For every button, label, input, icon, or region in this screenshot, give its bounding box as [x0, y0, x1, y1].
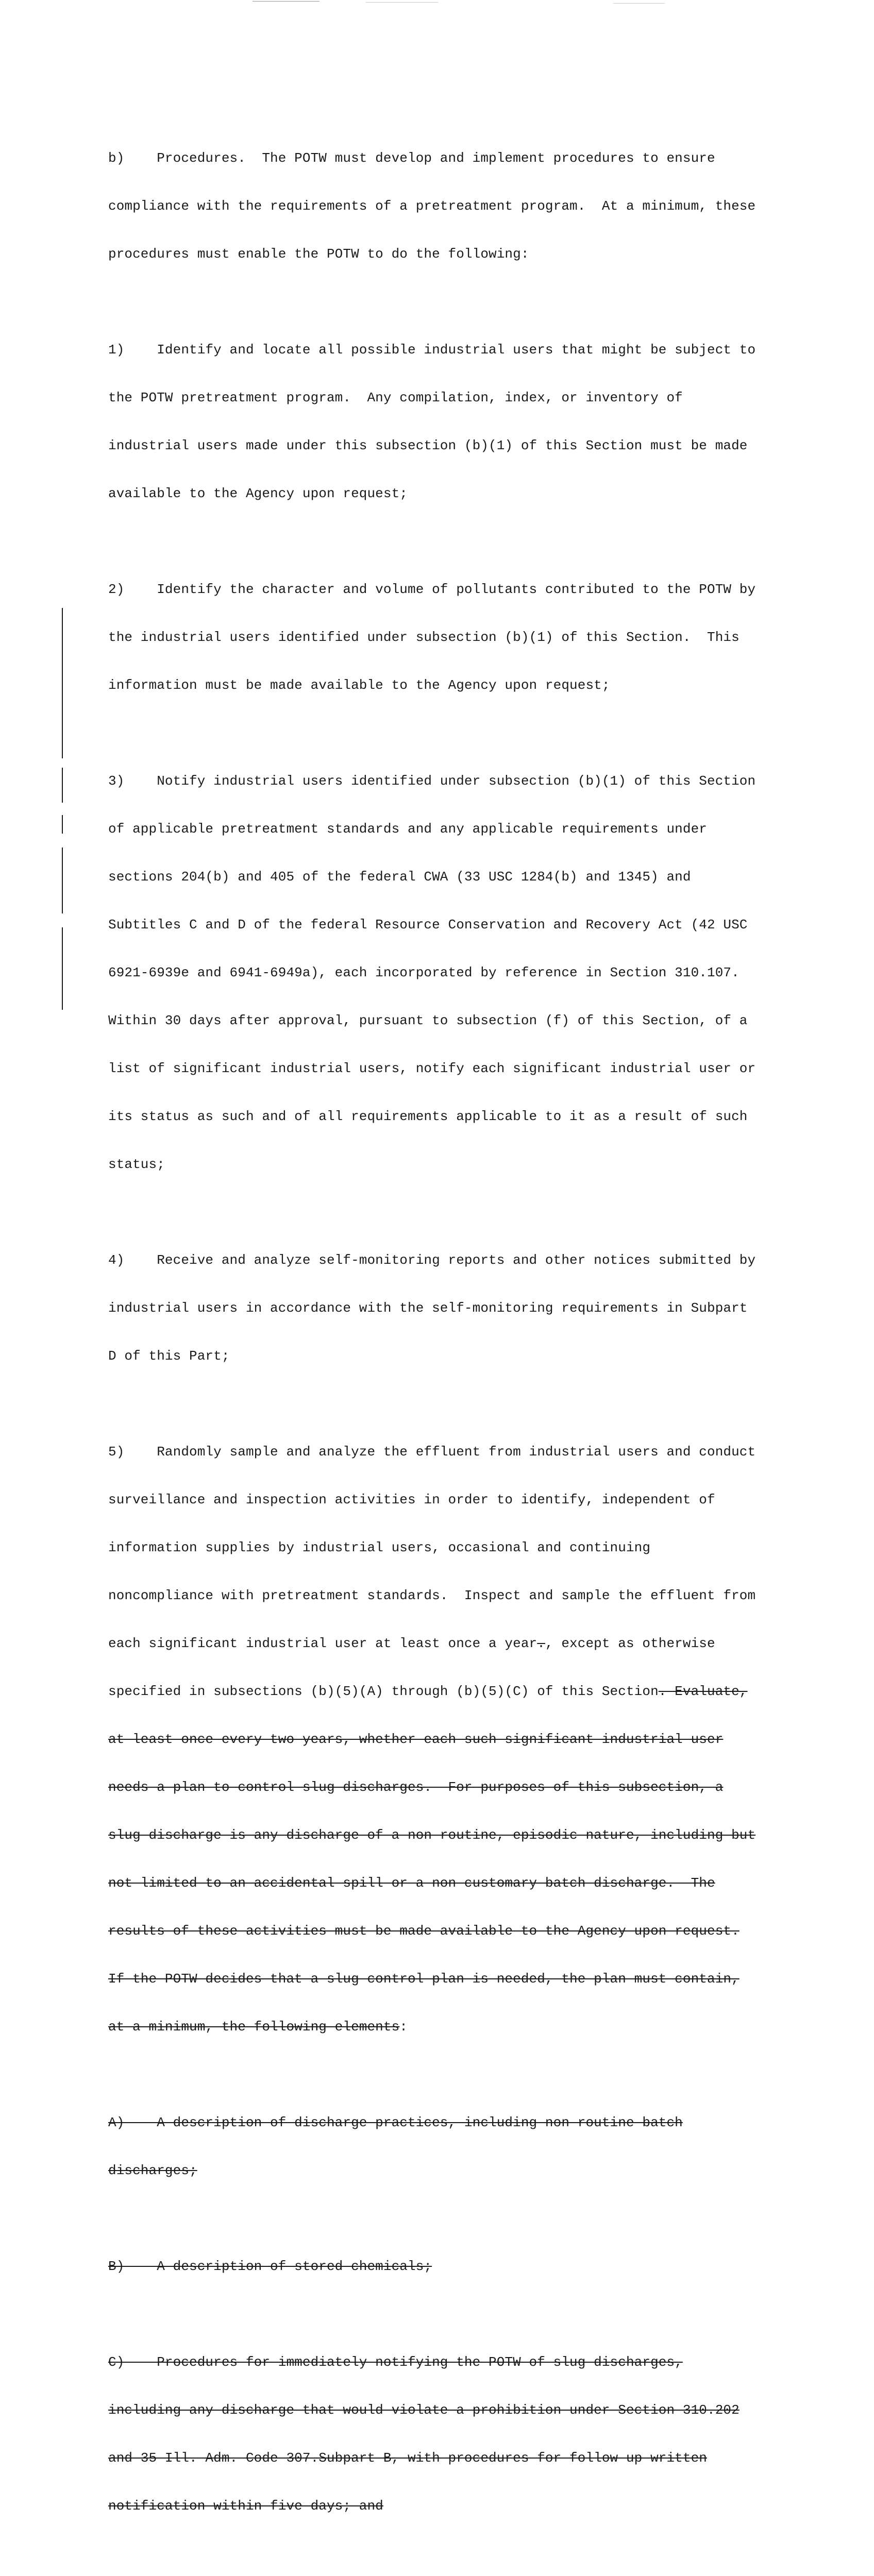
text-line: its status as such and of all requirements applicable to it as a result of such — [108, 1109, 748, 1124]
text-line: list of significant industrial users, notify each significant industrial user or — [108, 1061, 756, 1076]
scan-artifact — [366, 2, 438, 3]
text-line: the POTW pretreatment program. Any compilation, index, or inventory of — [108, 390, 683, 405]
paragraph-item-4 — [108, 1221, 794, 1396]
text-line: 4) Receive and analyze self-monitoring reports and other notices submitted by — [108, 1252, 756, 1268]
paragraph-item-1 — [108, 310, 794, 534]
paragraph-item-c-deleted — [108, 2323, 794, 2546]
text-line: compliance with the requirements of a pretreatment program. At a minimum, these — [108, 198, 756, 214]
text-line: 3) Notify industrial users identified under subsection (b)(1) of this Section — [108, 773, 756, 789]
deleted-text: . Evaluate, — [658, 1684, 748, 1699]
paragraph-item-3 — [108, 741, 794, 1205]
text-line: surveillance and inspection activities in order to identify, independent of — [108, 1492, 715, 1507]
text-line: information must be made available to the Agency upon request; — [108, 677, 610, 693]
text-line: procedures must enable the POTW to do the following: — [108, 246, 529, 262]
change-bar — [62, 608, 63, 758]
deleted-line: slug discharge is any discharge of a non routine, episodic nature, including but — [108, 1827, 756, 1843]
paragraph-b-procedures — [108, 118, 794, 294]
change-bar — [62, 927, 63, 1010]
deleted-line: discharges; — [108, 2163, 197, 2178]
change-bar — [62, 815, 63, 834]
deleted-line: including any discharge that would violate a prohibition under Section 310.202 — [108, 2402, 739, 2418]
text-segment: : — [399, 2019, 408, 2035]
text-line: status; — [108, 1157, 165, 1172]
text-line: 2) Identify the character and volume of pollutants contributed to the POTW by — [108, 582, 756, 597]
text-line: industrial users made under this subsection (b)(1) of this Section must be made — [108, 438, 748, 453]
text-line: information supplies by industrial users, occasional and continuing — [108, 1540, 651, 1555]
deleted-line: notification within five days; and — [108, 2498, 383, 2514]
scan-artifact — [613, 3, 665, 4]
paragraph-item-a-deleted — [108, 2083, 794, 2211]
text-line: 5) Randomly sample and analyze the effluent from industrial users and conduct — [108, 1444, 756, 1460]
change-bar — [62, 848, 63, 913]
text-line: D of this Part; — [108, 1348, 230, 1364]
deleted-line: If the POTW decides that a slug control plan is needed, the plan must contain, — [108, 1971, 739, 1987]
text-line-amended — [108, 1636, 794, 1652]
text-line: of applicable pretreatment standards and any applicable requirements under — [108, 821, 707, 837]
text-line: the industrial users identified under subsection (b)(1) of this Section. This — [108, 630, 739, 645]
text-line: industrial users in accordance with the self-monitoring requirements in Subpart — [108, 1300, 748, 1316]
text-segment: , except as otherwise — [545, 1636, 715, 1651]
change-bar — [62, 768, 63, 803]
document-page — [108, 118, 794, 2576]
text-line: available to the Agency upon request; — [108, 486, 408, 501]
deleted-text: . — [537, 1636, 545, 1651]
deleted-line: C) Procedures for immediately notifying the POTW of slug discharges, — [108, 2354, 683, 2370]
deleted-line: A) A description of discharge practices, including non routine batch — [108, 2115, 683, 2130]
deleted-line: not limited to an accidental spill or a non-customary batch discharge. The — [108, 1875, 715, 1891]
text-segment: each significant industrial user at least once a year — [108, 1636, 537, 1651]
scan-artifact — [253, 1, 320, 2]
paragraph-item-5 — [108, 1412, 794, 2067]
text-segment: specified in subsections (b)(5)(A) through (b)(5)(C) of this Section — [108, 1684, 659, 1699]
text-line: 1) Identify and locate all possible industrial users that might be subject to — [108, 342, 756, 358]
deleted-text: at a minimum, the following elements — [108, 2019, 400, 2035]
text-line: sections 204(b) and 405 of the federal CWA (33 USC 1284(b) and 1345) and — [108, 869, 691, 885]
deleted-line: at least once every two years, whether each such significant industrial user — [108, 1732, 724, 1747]
text-line: 6921-6939e and 6941-6949a), each incorporated by reference in Section 310.107. — [108, 965, 739, 980]
text-line: noncompliance with pretreatment standards. Inspect and sample the effluent from — [108, 1588, 756, 1603]
paragraph-item-b-deleted — [108, 2227, 794, 2307]
text-line: Subtitles C and D of the federal Resource Conservation and Recovery Act (42 USC — [108, 917, 748, 933]
deleted-line: B) A description of stored chemicals; — [108, 2259, 432, 2274]
text-line-amended — [108, 2019, 794, 2035]
paragraph-item-2 — [108, 550, 794, 725]
text-line: Within 30 days after approval, pursuant to subsection (f) of this Section, of a — [108, 1013, 748, 1028]
text-line-amended — [108, 1684, 794, 1700]
paragraph-item-d-deleted — [108, 2562, 794, 2576]
text-line: b) Procedures. The POTW must develop and implement procedures to ensure — [108, 150, 715, 166]
deleted-line: and 35 Ill. Adm. Code 307.Subpart B, with procedures for follow-up written — [108, 2450, 707, 2466]
deleted-line: results of these activities must be made available to the Agency upon request. — [108, 1923, 739, 1939]
deleted-line: needs a plan to control slug discharges. For purposes of this subsection, a — [108, 1780, 724, 1795]
